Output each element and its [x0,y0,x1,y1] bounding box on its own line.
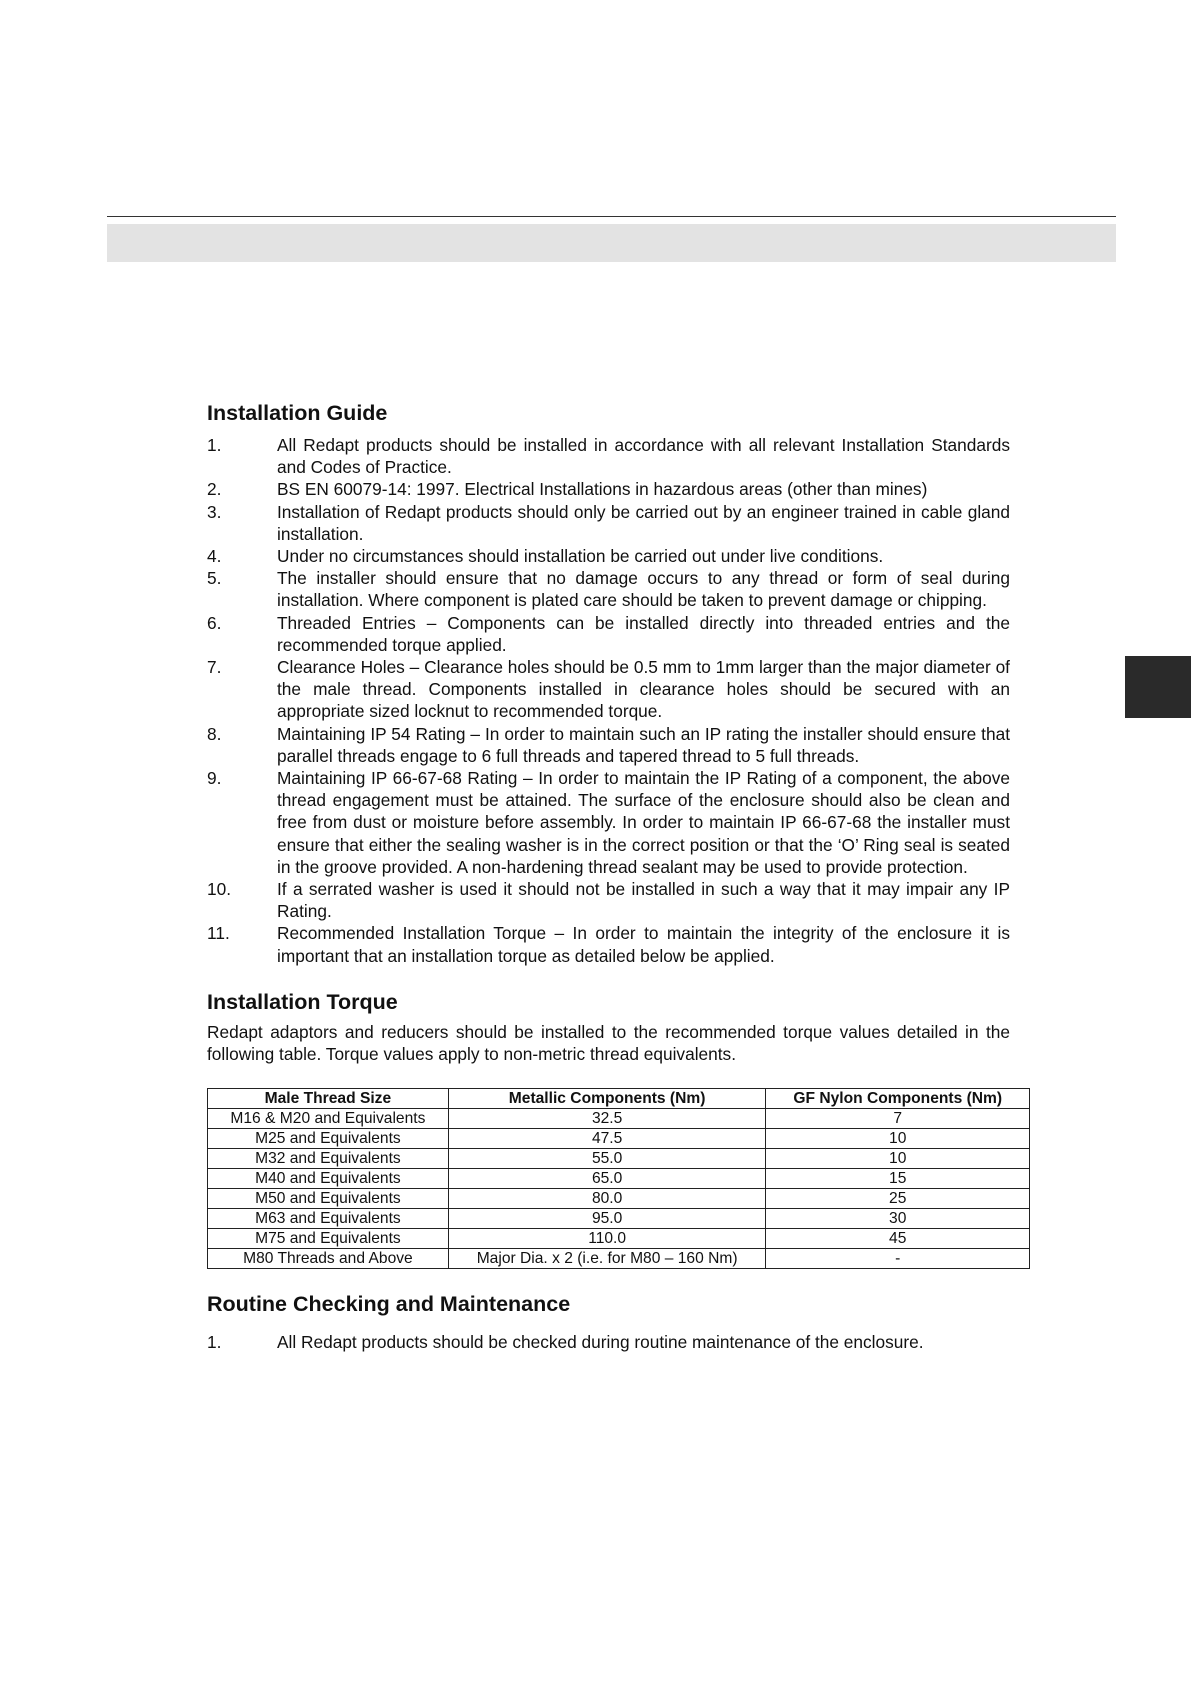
list-item-number: 3. [207,501,222,522]
list-item-number: 8. [207,723,222,744]
table-cell: 47.5 [448,1129,766,1149]
list-item [207,767,1010,878]
table-cell: 55.0 [448,1149,766,1169]
table-cell: 65.0 [448,1169,766,1189]
list-item-text: All Redapt products should be checked during routine maintenance of the enclosure. [277,1332,924,1353]
list-item-text: Threaded Entries – Components can be installed directly into threaded entries and the recommended torque applied. [277,612,1010,655]
list-item-number: 6. [207,612,222,633]
table-cell: M75 and Equivalents [208,1229,449,1249]
table-row [208,1209,1030,1229]
spacer [207,967,1010,987]
table-cell: M25 and Equivalents [208,1129,449,1149]
list-item-text: Maintaining IP 66-67-68 Rating – In order to maintain the IP Rating of a component, the above thread engagement must be attained. The surface of the enclosure should also be clean and free from dust or moisture before assembly. In order to maintain IP 66-67-68 the installer must ensure that either the sealing washer is in the correct position or that the ‘O’ Ring seal is seated in the groove provided. A non-hardening thread sealant may be used to provide protection. [277,768,1010,877]
table-cell: M40 and Equivalents [208,1169,449,1189]
list-item-number: 11. [207,923,230,944]
list-item-text: Maintaining IP 54 Rating – In order to maintain such an IP rating the installer should ensure that parallel threads engage to 6 full threads and tapered thread to 5 full threads. [277,723,1010,766]
page-content [207,398,1010,1353]
header-band [107,224,1116,262]
spacer [207,1319,1010,1325]
list-item-text: Installation of Redapt products should only be carried out by an engineer trained in cable gland installation. [277,501,1010,544]
list-item [207,656,1010,723]
table-row [208,1169,1030,1189]
table-header-row [208,1089,1030,1109]
list-item-text: If a serrated washer is used it should not be installed in such a way that it may impair any IP Rating. [277,879,1010,922]
list-item-number: 1. [207,435,222,455]
list-item [207,922,1010,966]
list-item-text: Under no circumstances should installation be carried out under live conditions. [277,546,884,567]
table-cell: M16 & M20 and Equivalents [208,1109,449,1129]
list-item-number: 7. [207,657,222,678]
list-item-text: Clearance Holes – Clearance holes should be 0.5 mm to 1mm larger than the major diameter of the male thread. Components installed in clearance holes should be secured with an appropriate sized locknut to recommended torque. [277,657,1010,722]
list-item-text: The installer should ensure that no damage occurs to any thread or form of seal during installation. Where component is plated care should be taken to prevent damage or chipping. [277,568,1010,611]
table-cell: 110.0 [448,1229,766,1249]
list-item [207,878,1010,922]
list-item-number: 1. [207,1332,222,1353]
table-row [208,1109,1030,1129]
table-cell: 30 [766,1209,1030,1229]
table-cell: M50 and Equivalents [208,1189,449,1209]
table-row [208,1189,1030,1209]
list-item [207,612,1010,656]
list-item [207,567,1010,611]
column-header-thread-size: Male Thread Size [208,1089,449,1109]
table-cell: M63 and Equivalents [208,1209,449,1229]
maintenance-list [207,1331,1010,1353]
list-item [207,478,1010,500]
header-rule [107,216,1116,217]
table-cell: 7 [766,1109,1030,1129]
table-row [208,1229,1030,1249]
table-cell: 10 [766,1149,1030,1169]
list-item-number: 4. [207,546,222,567]
list-item-number: 2. [207,479,222,500]
column-header-metallic: Metallic Components (Nm) [448,1089,766,1109]
table-cell: 45 [766,1229,1030,1249]
table-cell: 32.5 [448,1109,766,1129]
list-item [207,723,1010,767]
table-row [208,1249,1030,1269]
table-cell: M80 Threads and Above [208,1249,449,1269]
table-cell: 15 [766,1169,1030,1189]
table-cell: M32 and Equivalents [208,1149,449,1169]
table-cell: 10 [766,1129,1030,1149]
section-tab-marker [1125,656,1191,718]
table-row [208,1129,1030,1149]
installation-guide-list [207,434,1010,967]
list-item-number: 9. [207,768,222,789]
table-row [208,1149,1030,1169]
column-header-gf-nylon: GF Nylon Components (Nm) [766,1089,1030,1109]
table-cell: 80.0 [448,1189,766,1209]
list-item [207,501,1010,545]
routine-maintenance-heading: Routine Checking and Maintenance [207,1292,571,1317]
list-item [207,1331,1010,1353]
list-item-text: BS EN 60079-14: 1997. Electrical Installations in hazardous areas (other than mines) [277,479,928,500]
installation-guide-heading: Installation Guide [207,401,388,425]
list-item-text: All Redapt products should be installed in accordance with all relevant Installation Standards and Codes of Practice. [277,435,1010,478]
list-item [207,434,1010,478]
torque-table [207,1088,1030,1269]
installation-torque-heading: Installation Torque [207,989,398,1014]
spacer [207,1269,1010,1289]
table-cell: - [766,1249,1030,1269]
torque-intro-paragraph: Redapt adaptors and reducers should be installed to the recommended torque values detailed in the following table. Torque values apply to non-metric thread equivalents. [207,1021,1010,1065]
table-cell: 95.0 [448,1209,766,1229]
list-item-text: Recommended Installation Torque – In order to maintain the integrity of the enclosure it is important that an installation torque as detailed below be applied. [277,923,1010,966]
list-item-number: 10. [207,879,232,900]
table-cell: Major Dia. x 2 (i.e. for M80 – 160 Nm) [448,1249,766,1269]
list-item-number: 5. [207,568,222,589]
list-item [207,545,1010,567]
table-cell: 25 [766,1189,1030,1209]
